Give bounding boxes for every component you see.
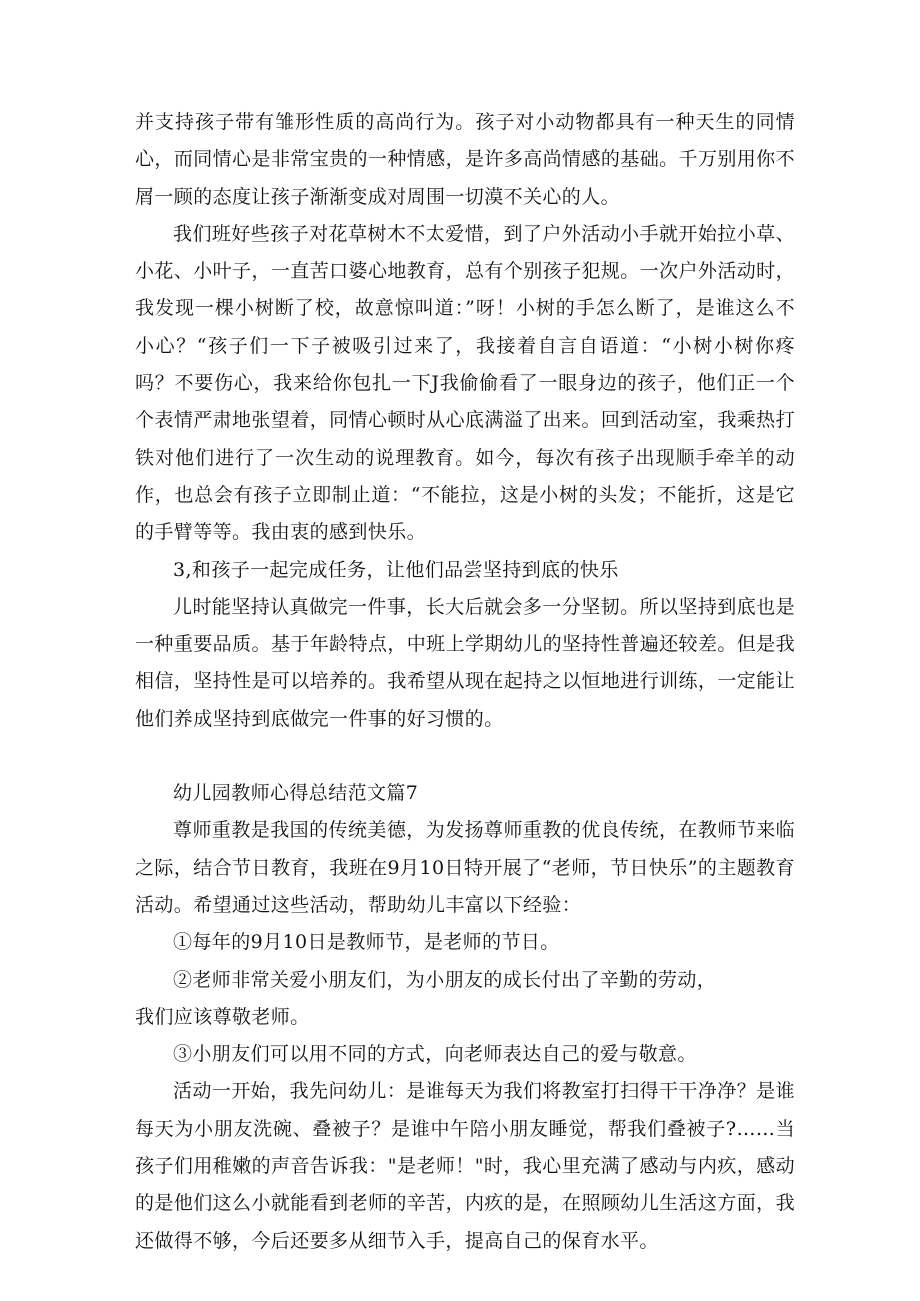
list-item-experience-2: ②老师非常关爱小朋友们，为小朋友的成长付出了辛勤的劳动， [173, 968, 717, 991]
paragraph-teachers-day-intro: 尊师重教是我国的传统美德，为发扬尊师重教的优良传统，在教师节来临之际，结合节日教育，我班在9月10日特开展了“老师，节日快乐”的主题教育活动。希望通过这些活动，帮助幼儿丰富以下经验： [135, 819, 795, 916]
list-item-experience-3: ③小朋友们可以用不同的方式，向老师表达自己的爱与敬意。 [173, 1043, 697, 1066]
paragraph-little-tree-story: 我们班好些孩子对花草树木不太爱惜，到了户外活动小手就开始拉小草、小花、小叶子，一直苦口婆心地教育，总有个别孩子犯规。一次户外活动时，我发现一棵小树断了校，故意惊叫道：”呀！小树的手怎么断了，是谁这么不小心？“孩子们一下子被吸引过来了，我接着自言自语道：“小树小树你疼吗？不要伤心，我来给你包扎一下J我偷偷看了一眼身边的孩子，他们正一个个表情严肃地张望着，同情心顿时从心底满溢了出来。回到活动室，我乘热打铁对他们进行了一次生动的说理教育。如今，每次有孩子出现顺手牵羊的动作，也总会有孩子立即制止道：“不能拉，这是小树的头发；不能折，这是它的手臂等等。我由衷的感到快乐。 [135, 222, 795, 544]
subheading-persistence: 3,和孩子一起完成任务，让他们品尝坚持到底的快乐 [173, 558, 619, 581]
document-body [135, 104, 795, 1260]
paragraph-empathy-conclusion: 并支持孩子带有雏形性质的高尚行为。孩子对小动物都具有一种天生的同情心，而同情心是非常宝贵的一种情感，是许多高尚情感的基础。千万别用你不屑一顾的态度让孩子渐渐变成对周围一切漠不关心的人。 [135, 111, 795, 208]
paragraph-persistence: 儿时能坚持认真做完一件事，长大后就会多一分坚韧。所以坚持到底也是一种重要品质。基于年龄特点，中班上学期幼儿的坚持性普遍还较差。但是我相信，坚持性是可以培养的。我希望从现在起持之以恒地进行训练，一定能让他们养成坚持到底做完一件事的好习惯的。 [135, 595, 795, 730]
section-title: 幼儿园教师心得总结范文篇7 [173, 782, 419, 805]
paragraph-activity-reflection: 活动一开始，我先问幼儿：是谁每天为我们将教室打扫得干干净净？是谁每天为小朋友洗碗、叠被子？是谁中午陪小朋友睡觉，帮我们叠被子?……当孩子们用稚嫩的声音告诉我："是老师！"时，我心里充满了感动与内疚，感动的是他们这么小就能看到老师的辛苦，内疚的是，在照顾幼儿生活这方面，我还做得不够，今后还要多从细节入手，提高自己的保育水平。 [135, 1080, 795, 1252]
list-item-experience-2-continued: 我们应该尊敬老师。 [135, 1005, 310, 1028]
list-item-experience-1: ①每年的9月10日是教师节，是老师的节日。 [173, 931, 560, 954]
section-gap [135, 738, 795, 775]
